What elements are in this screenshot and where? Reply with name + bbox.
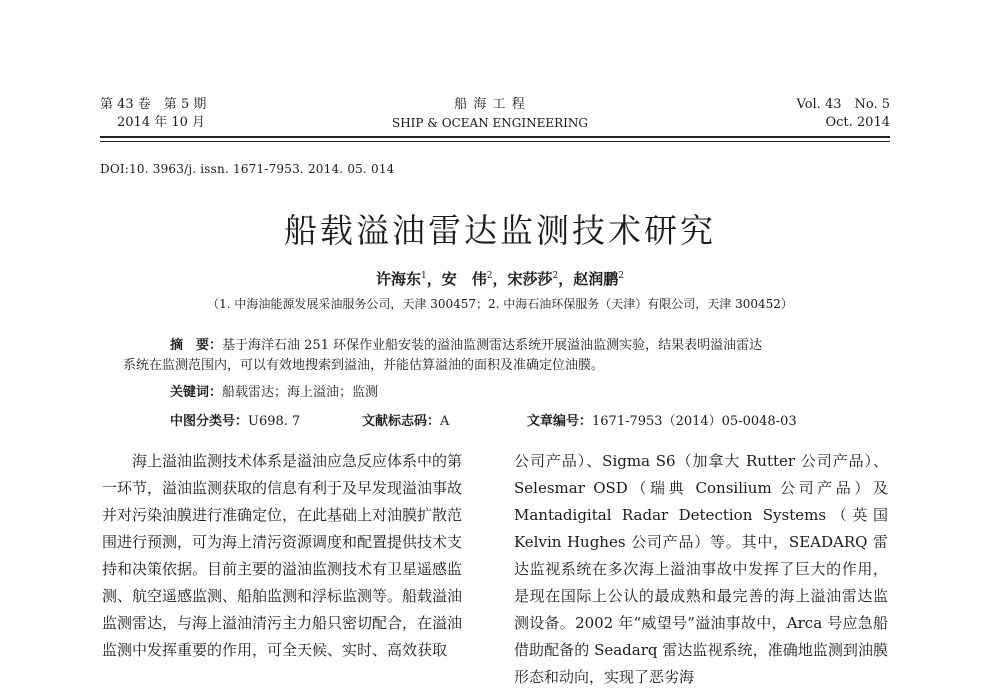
keywords [170, 383, 378, 403]
header-rule-thin [100, 141, 890, 142]
body-column-right [514, 448, 888, 691]
author-separator: ， [426, 270, 442, 288]
author-affil-mark: 2 [618, 271, 625, 281]
header-rule-thick [100, 136, 890, 138]
author-list [0, 268, 1000, 289]
classification-label: 中图分类号： [170, 414, 249, 429]
author-affil-mark: 2 [486, 271, 493, 281]
body-paragraph: 公司产品）、Sigma S6（加拿大 Rutter 公司产品）、Selesmar OSD（瑞典 Consilium 公司产品）及 Mantadigital Radar Detection Systems（英国 Kelvin Hughes 公司产品）等。其中，SEADARQ 雷达监视系统在多次海上溢油事故中发挥了巨大的作用，是现在国际上公认的最成熟和最完善的海上溢油雷达监测设备。2002 年“威望号”溢油事故中，Arca 号应急船借助配备的 Seadarq 雷达监视系统，准确地监测到油膜形态和动向，实现了恶劣海 [514, 452, 888, 686]
keywords-label: 关键词： [170, 385, 223, 400]
author-affil-mark: 2 [552, 271, 559, 281]
classification-value: U698. 7 [248, 414, 301, 429]
author-name: 许海东 [375, 270, 421, 288]
doi: DOI:10. 3963/j. issn. 1671-7953. 2014. 05. 014 [100, 162, 395, 176]
abstract-line-1 [170, 336, 762, 356]
date-en: Oct. 2014 [825, 115, 890, 130]
journal-title-cn: 船 海 工 程 [454, 97, 526, 112]
author-name: 宋莎莎 [507, 270, 553, 288]
body-column-left [102, 448, 462, 664]
article-no-value: 1671-7953（2014）05-0048-03 [592, 414, 797, 429]
abstract-label: 摘 要： [170, 338, 223, 353]
paper-title: 船载溢油雷达监测技术研究 [284, 211, 716, 250]
article-no-label: 文章编号： [527, 414, 593, 429]
keywords-value: 船载雷达；海上溢油；监测 [222, 385, 379, 400]
date-cn: 2014 年 10 月 [117, 115, 206, 130]
author-affil-mark: 1 [420, 271, 427, 281]
affiliation: （1. 中海油能源发展采油服务公司，天津 300457；2. 中海石油环保服务（天津）有限公司，天津 300452） [207, 297, 793, 311]
volume-issue-cn: 第 43 卷 第 5 期 [100, 97, 207, 112]
author-name: 赵润鹏 [573, 270, 619, 288]
classification-number [170, 410, 300, 429]
article-number [527, 410, 797, 429]
abstract-line-2: 系统在监测范围内，可以有效地搜索到溢油，并能估算溢油的面积及准确定位油膜。 [123, 358, 605, 373]
journal-title-en: SHIP & OCEAN ENGINEERING [391, 116, 589, 130]
doc-code-value: A [440, 414, 450, 429]
body-paragraph: 海上溢油监测技术体系是溢油应急反应体系中的第一环节，溢油监测获取的信息有利于及早发现溢油事故并对污染油膜进行准确定位，在此基础上对油膜扩散范围进行预测，可为海上清污资源调度和配置提供技术支持和决策依据。目前主要的溢油监测技术有卫星遥感监测、航空遥感监测、船舶监测和浮标监测等。船载溢油监测雷达，与海上溢油清污主力船只密切配合，在溢油监测中发挥重要的作用，可全天候、实时、高效获取 [102, 452, 463, 659]
doc-code-label: 文献标志码： [362, 414, 441, 429]
author-separator: ， [492, 270, 508, 288]
document-code [362, 410, 449, 429]
abstract-text-1: 基于海洋石油 251 环保作业船安装的溢油监测雷达系统开展溢油监测实验，结果表明溢油雷达 [222, 338, 763, 353]
volume-issue-en: Vol. 43 No. 5 [796, 97, 890, 112]
author-separator: ， [558, 270, 574, 288]
author-name: 安 伟 [441, 270, 487, 288]
